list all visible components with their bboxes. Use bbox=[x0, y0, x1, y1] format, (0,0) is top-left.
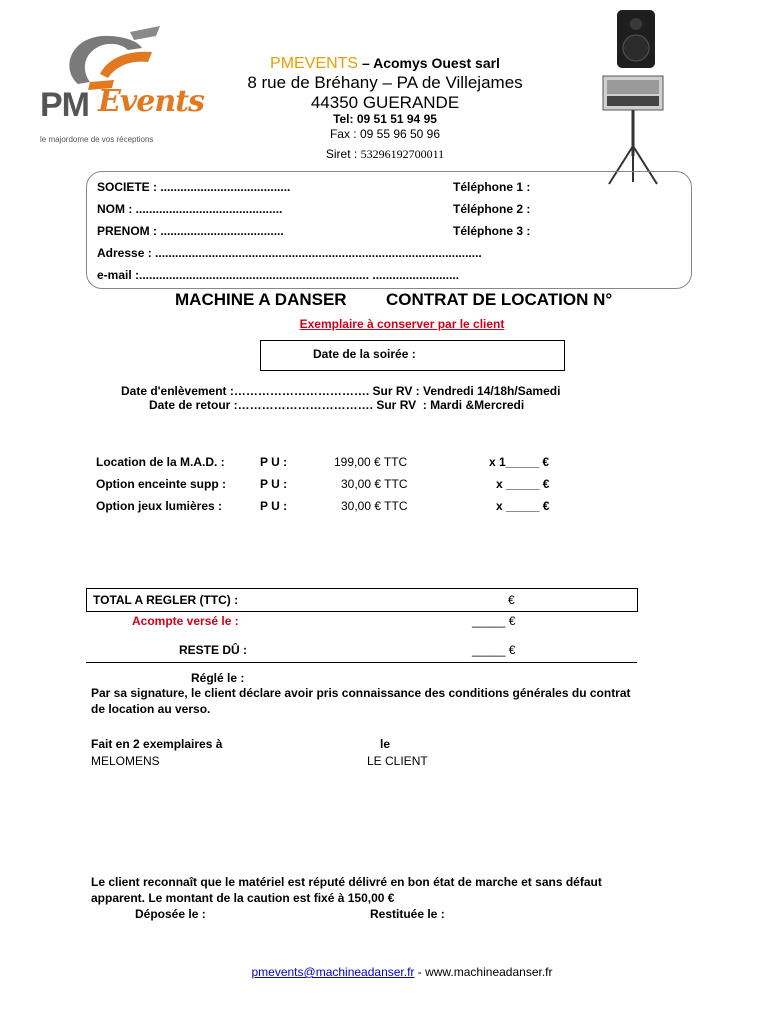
date-on-label: le bbox=[380, 737, 391, 751]
company-tel: Tel: 09 51 51 94 95 bbox=[333, 112, 437, 126]
divider bbox=[86, 662, 637, 663]
deposit-label: Acompte versé le : bbox=[132, 614, 239, 628]
declaration-line-1: Par sa signature, le client déclare avoir pris connaissance des conditions générales du contrat bbox=[91, 686, 631, 700]
telephone2-field[interactable]: Téléphone 2 : bbox=[453, 202, 531, 216]
adresse-field[interactable]: Adresse : .................................................................................................. bbox=[97, 246, 482, 260]
remaining-label: RESTE DÛ : bbox=[179, 643, 248, 657]
prenom-field[interactable]: PRENOM : ..................................... bbox=[97, 224, 284, 238]
brand-name: PMEVENTS bbox=[270, 55, 359, 72]
footer-separator: - bbox=[414, 965, 426, 979]
pricing-row-qty[interactable]: x 1_____ € bbox=[489, 455, 550, 469]
logo-pm-text: PM bbox=[40, 86, 89, 124]
siret-label: Siret : bbox=[325, 147, 358, 161]
pricing-row-pu: P U : bbox=[260, 455, 288, 469]
email-field[interactable]: e-mail :..................................................................... .......................... bbox=[97, 268, 460, 282]
speaker-stand-icon bbox=[595, 6, 670, 186]
pricing-row-price: 30,00 € TTC bbox=[341, 499, 408, 513]
pricing-row-price: 30,00 € TTC bbox=[341, 477, 408, 491]
pricing-row-qty[interactable]: x _____ € bbox=[496, 477, 550, 491]
returned-label[interactable]: Restituée le : bbox=[370, 907, 445, 921]
pickup-date-line[interactable]: Date d'enlèvement :……………………………. Sur RV : Vendredi 14/18h/Samedi bbox=[121, 384, 561, 398]
copy-note: Exemplaire à conserver par le client bbox=[299, 317, 505, 331]
product-title: MACHINE A DANSER bbox=[175, 290, 347, 309]
caution-line-1: Le client reconnaît que le matériel est réputé délivré en bon état de marche et sans défaut bbox=[91, 875, 602, 889]
societe-field[interactable]: SOCIETE : ....................................... bbox=[97, 180, 291, 194]
pricing-row-pu: P U : bbox=[260, 477, 288, 491]
siret-number: 53296192700011 bbox=[360, 147, 445, 161]
pricing-row-label: Location de la M.A.D. : bbox=[96, 455, 225, 469]
declaration-line-2: de location au verso. bbox=[91, 702, 211, 716]
pricing-row-label: Option enceinte supp : bbox=[96, 477, 227, 491]
deposited-label[interactable]: Déposée le : bbox=[135, 907, 206, 921]
telephone1-field[interactable]: Téléphone 1 : bbox=[453, 180, 531, 194]
pricing-row-label: Option jeux lumières : bbox=[96, 499, 223, 513]
company-name: – Acomys Ouest sarl bbox=[358, 55, 500, 71]
pricing-row-pu: P U : bbox=[260, 499, 288, 513]
company-address: 8 rue de Bréhany – PA de Villejames bbox=[247, 73, 523, 92]
footer-email-link[interactable]: pmevents@machineadanser.fr bbox=[251, 965, 415, 979]
event-date-label[interactable]: Date de la soirée : bbox=[313, 347, 416, 361]
logo-tagline: le majordome de vos réceptions bbox=[40, 135, 154, 144]
caution-line-2: apparent. Le montant de la caution est fixé à 150,00 € bbox=[91, 891, 395, 905]
company-fax: Fax : 09 55 96 50 96 bbox=[329, 127, 441, 141]
logo-events-text: Events bbox=[98, 84, 204, 119]
telephone3-field[interactable]: Téléphone 3 : bbox=[453, 224, 531, 238]
company-city: 44350 GUERANDE bbox=[310, 93, 460, 112]
made-in-label: Fait en 2 exemplaires à bbox=[91, 737, 223, 751]
right-party: LE CLIENT bbox=[367, 754, 428, 768]
return-date-line[interactable]: Date de retour :……………………………. Sur RV : Mardi &Mercredi bbox=[149, 398, 525, 412]
remaining-value[interactable]: _____ € bbox=[472, 643, 516, 657]
total-label: TOTAL A REGLER (TTC) : bbox=[93, 593, 239, 607]
footer bbox=[0, 965, 770, 979]
footer-website[interactable]: www.machineadanser.fr bbox=[425, 965, 553, 979]
total-value[interactable]: € bbox=[508, 593, 515, 607]
pricing-row-price: 199,00 € TTC bbox=[334, 455, 408, 469]
nom-field[interactable]: NOM : ............................................ bbox=[97, 202, 283, 216]
paid-date-label[interactable]: Réglé le : bbox=[191, 671, 245, 685]
contract-title: CONTRAT DE LOCATION N° bbox=[386, 290, 613, 309]
pricing-row-qty[interactable]: x _____ € bbox=[496, 499, 550, 513]
deposit-value[interactable]: _____ € bbox=[472, 614, 516, 628]
left-party: MELOMENS bbox=[91, 754, 160, 768]
